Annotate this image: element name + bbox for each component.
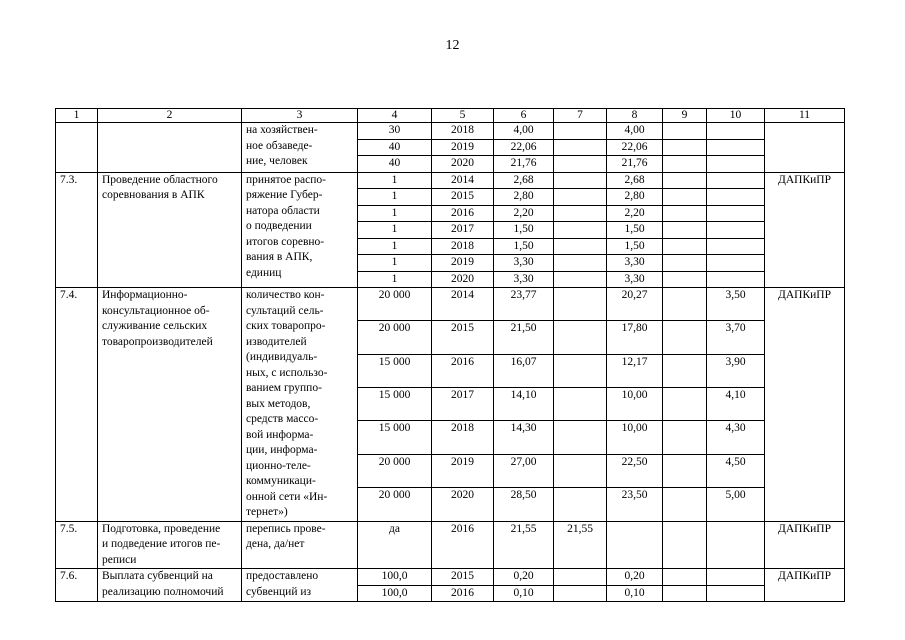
year-cell: 2015 <box>432 189 494 206</box>
value-cell: 1,50 <box>607 238 663 255</box>
value-cell <box>554 321 607 354</box>
table-row <box>56 172 845 189</box>
year-cell: 2019 <box>432 255 494 272</box>
value-cell: да <box>358 521 432 569</box>
value-cell <box>707 222 765 239</box>
year-cell: 2020 <box>432 271 494 288</box>
value-cell: 3,70 <box>707 321 765 354</box>
executor-cell <box>765 123 845 173</box>
year-cell: 2019 <box>432 454 494 487</box>
year-cell: 2020 <box>432 156 494 173</box>
value-cell: 10,00 <box>607 388 663 421</box>
item-name-cell: Информационно- консультационное об- служивание сельских товаропроизводителей <box>98 288 242 522</box>
header-cell: 7 <box>554 109 607 123</box>
value-cell: 20 000 <box>358 488 432 521</box>
indicator-cell: предоставлено субвенций из <box>242 569 358 602</box>
value-cell: 22,06 <box>607 139 663 156</box>
value-cell: 14,10 <box>494 388 554 421</box>
value-cell: 20 000 <box>358 321 432 354</box>
value-cell: 21,55 <box>494 521 554 569</box>
page-number: 12 <box>445 38 460 53</box>
value-cell <box>707 123 765 140</box>
year-cell: 2015 <box>432 321 494 354</box>
year-cell: 2018 <box>432 238 494 255</box>
value-cell <box>663 569 707 586</box>
value-cell: 22,50 <box>607 454 663 487</box>
value-cell <box>707 139 765 156</box>
value-cell: 4,00 <box>494 123 554 140</box>
executor-cell: ДАПКиПР <box>765 288 845 522</box>
value-cell: 1 <box>358 172 432 189</box>
indicator-cell: принятое распо- ряжение Губер- натора области о подведении итогов соревно- вания в АПК, единиц <box>242 172 358 288</box>
value-cell: 5,00 <box>707 488 765 521</box>
header-cell: 5 <box>432 109 494 123</box>
item-number-cell: 7.5. <box>56 521 98 569</box>
value-cell: 2,80 <box>607 189 663 206</box>
value-cell <box>663 189 707 206</box>
item-name-cell: Проведение областного соревнования в АПК <box>98 172 242 288</box>
value-cell <box>554 288 607 321</box>
value-cell: 1 <box>358 271 432 288</box>
value-cell: 0,20 <box>607 569 663 586</box>
value-cell <box>554 222 607 239</box>
value-cell <box>707 238 765 255</box>
value-cell <box>554 354 607 387</box>
value-cell: 1,50 <box>607 222 663 239</box>
value-cell <box>707 205 765 222</box>
value-cell: 3,30 <box>607 255 663 272</box>
value-cell <box>707 189 765 206</box>
value-cell: 1 <box>358 189 432 206</box>
value-cell <box>663 139 707 156</box>
executor-cell: ДАПКиПР <box>765 172 845 288</box>
value-cell: 2,20 <box>607 205 663 222</box>
value-cell: 0,20 <box>494 569 554 586</box>
value-cell: 100,0 <box>358 585 432 602</box>
indicator-cell: перепись прове- дена, да/нет <box>242 521 358 569</box>
value-cell: 30 <box>358 123 432 140</box>
value-cell <box>663 205 707 222</box>
table-row <box>56 521 845 569</box>
header-cell: 10 <box>707 109 765 123</box>
table-header <box>56 109 845 123</box>
item-number-cell: 7.3. <box>56 172 98 288</box>
value-cell <box>707 585 765 602</box>
header-cell: 6 <box>494 109 554 123</box>
value-cell: 1 <box>358 205 432 222</box>
value-cell: 4,00 <box>607 123 663 140</box>
value-cell <box>554 585 607 602</box>
value-cell <box>663 388 707 421</box>
value-cell: 4,30 <box>707 421 765 454</box>
value-cell <box>663 123 707 140</box>
table-row <box>56 288 845 321</box>
value-cell: 0,10 <box>607 585 663 602</box>
value-cell: 40 <box>358 156 432 173</box>
year-cell: 2014 <box>432 172 494 189</box>
value-cell <box>554 172 607 189</box>
value-cell <box>707 172 765 189</box>
value-cell <box>663 255 707 272</box>
value-cell: 15 000 <box>358 421 432 454</box>
value-cell <box>707 255 765 272</box>
header-cell: 4 <box>358 109 432 123</box>
value-cell <box>663 321 707 354</box>
year-cell: 2016 <box>432 354 494 387</box>
value-cell: 12,17 <box>607 354 663 387</box>
value-cell <box>663 156 707 173</box>
value-cell: 3,30 <box>494 255 554 272</box>
year-cell: 2015 <box>432 569 494 586</box>
header-cell: 3 <box>242 109 358 123</box>
year-cell: 2018 <box>432 123 494 140</box>
value-cell: 100,0 <box>358 569 432 586</box>
value-cell: 21,76 <box>494 156 554 173</box>
value-cell: 16,07 <box>494 354 554 387</box>
value-cell: 1 <box>358 222 432 239</box>
value-cell: 3,30 <box>607 271 663 288</box>
value-cell <box>663 521 707 569</box>
value-cell <box>554 488 607 521</box>
value-cell: 2,20 <box>494 205 554 222</box>
year-cell: 2019 <box>432 139 494 156</box>
header-cell: 9 <box>663 109 707 123</box>
value-cell: 23,77 <box>494 288 554 321</box>
table-row <box>56 123 845 140</box>
value-cell <box>707 271 765 288</box>
year-cell: 2014 <box>432 288 494 321</box>
value-cell: 1,50 <box>494 238 554 255</box>
year-cell: 2017 <box>432 222 494 239</box>
header-cell: 1 <box>56 109 98 123</box>
value-cell <box>663 271 707 288</box>
year-cell: 2016 <box>432 585 494 602</box>
value-cell <box>554 255 607 272</box>
item-name-cell <box>98 123 242 173</box>
year-cell: 2016 <box>432 205 494 222</box>
value-cell <box>663 288 707 321</box>
value-cell <box>707 156 765 173</box>
item-number-cell: 7.4. <box>56 288 98 522</box>
header-cell: 8 <box>607 109 663 123</box>
value-cell: 21,50 <box>494 321 554 354</box>
value-cell: 23,50 <box>607 488 663 521</box>
value-cell: 40 <box>358 139 432 156</box>
value-cell: 3,90 <box>707 354 765 387</box>
value-cell <box>554 139 607 156</box>
value-cell: 14,30 <box>494 421 554 454</box>
table-row <box>56 569 845 586</box>
header-cell: 11 <box>765 109 845 123</box>
header-cell: 2 <box>98 109 242 123</box>
value-cell <box>663 421 707 454</box>
value-cell <box>554 238 607 255</box>
year-cell: 2016 <box>432 521 494 569</box>
year-cell: 2018 <box>432 421 494 454</box>
item-name-cell: Выплата субвенций на реализацию полномочий <box>98 569 242 602</box>
value-cell: 3,30 <box>494 271 554 288</box>
value-cell: 2,68 <box>494 172 554 189</box>
executor-cell: ДАПКиПР <box>765 521 845 569</box>
indicator-cell: количество кон- сультаций сель- ских товаропро- изводителей (индивидуаль- ных, с использо- ванием группо- вых методов, средств массо- вой информа- ции, информа- ционно-теле- коммуникаци- онной сети «Ин- тернет») <box>242 288 358 522</box>
value-cell <box>707 521 765 569</box>
value-cell <box>663 222 707 239</box>
value-cell: 4,50 <box>707 454 765 487</box>
value-cell <box>554 156 607 173</box>
value-cell <box>554 189 607 206</box>
value-cell: 22,06 <box>494 139 554 156</box>
value-cell: 21,76 <box>607 156 663 173</box>
value-cell <box>663 488 707 521</box>
value-cell <box>554 454 607 487</box>
value-cell: 17,80 <box>607 321 663 354</box>
value-cell <box>554 388 607 421</box>
value-cell <box>663 585 707 602</box>
value-cell: 3,50 <box>707 288 765 321</box>
value-cell: 4,10 <box>707 388 765 421</box>
item-name-cell: Подготовка, проведение и подведение итогов пе- реписи <box>98 521 242 569</box>
value-cell: 1 <box>358 255 432 272</box>
indicator-cell: на хозяйствен- ное обзаведе- ние, человек <box>242 123 358 173</box>
value-cell: 20 000 <box>358 454 432 487</box>
value-cell <box>663 172 707 189</box>
value-cell <box>554 421 607 454</box>
value-cell: 0,10 <box>494 585 554 602</box>
value-cell <box>554 123 607 140</box>
year-cell: 2020 <box>432 488 494 521</box>
value-cell: 2,68 <box>607 172 663 189</box>
value-cell <box>607 521 663 569</box>
value-cell <box>663 238 707 255</box>
value-cell <box>663 454 707 487</box>
item-number-cell <box>56 123 98 173</box>
value-cell: 1,50 <box>494 222 554 239</box>
value-cell <box>554 271 607 288</box>
executor-cell: ДАПКиПР <box>765 569 845 602</box>
value-cell <box>554 205 607 222</box>
year-cell: 2017 <box>432 388 494 421</box>
value-cell: 15 000 <box>358 388 432 421</box>
value-cell: 28,50 <box>494 488 554 521</box>
value-cell <box>707 569 765 586</box>
value-cell: 2,80 <box>494 189 554 206</box>
value-cell <box>663 354 707 387</box>
value-cell: 10,00 <box>607 421 663 454</box>
value-cell: 20 000 <box>358 288 432 321</box>
value-cell: 20,27 <box>607 288 663 321</box>
value-cell <box>554 569 607 586</box>
value-cell: 1 <box>358 238 432 255</box>
program-table <box>55 108 845 602</box>
value-cell: 27,00 <box>494 454 554 487</box>
value-cell: 21,55 <box>554 521 607 569</box>
value-cell: 15 000 <box>358 354 432 387</box>
item-number-cell: 7.6. <box>56 569 98 602</box>
